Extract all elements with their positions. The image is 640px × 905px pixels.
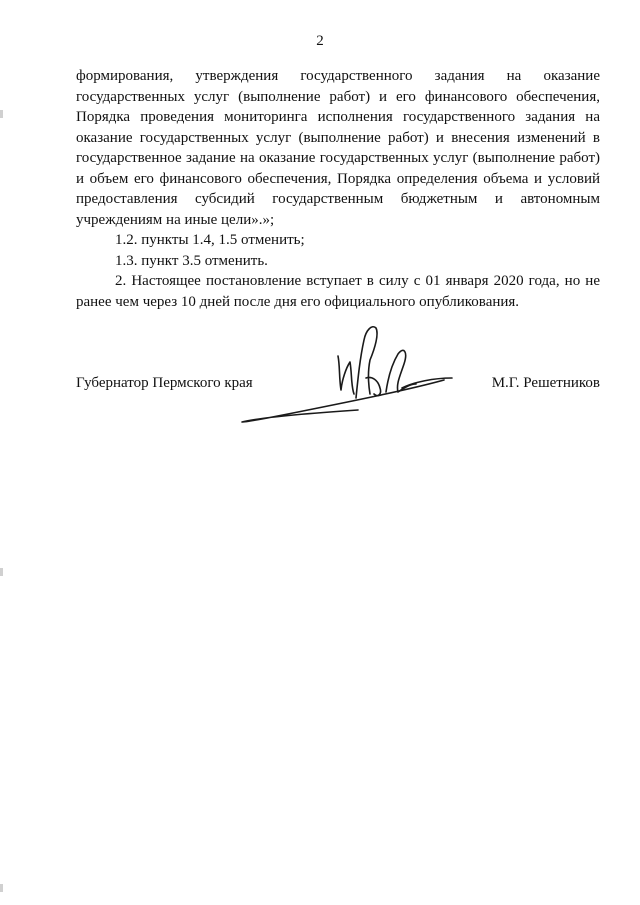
signatory-name: М.Г. Решетников [491,375,600,391]
document-body [76,66,600,312]
signatory-position: Губернатор Пермского края [76,375,253,391]
paragraph-item-2: 2. Настоящее постановление вступает в силу с 01 января 2020 года, но не ранее чем через 10 дней после дня его официального опубликования. [76,273,600,310]
scan-edge-mark [0,884,3,892]
paragraph-item-1-2: 1.2. пункты 1.4, 1.5 отменить; [115,232,305,248]
scan-edge-mark [0,568,3,576]
paragraph-continuation: формирования, утверждения государственного задания на оказание государственных услуг (выполнение работ) и его финансового обеспечения, Порядка проведения мониторинга исполнения государственного задания на оказание государственных услуг (выполнение работ) и внесения изменений в государственное задание на оказание государственных услуг (выполнение работ) и объем его финансового обеспечения, Порядка определения объема и условий предоставления субсидий государственным бюджетным и автономным учреждениям на иные цели».»; [76,68,600,228]
scan-edge-mark [0,110,3,118]
page-number: 2 [316,33,324,49]
paragraph-item-1-3: 1.3. пункт 3.5 отменить. [115,252,268,269]
handwritten-signature [238,318,468,428]
